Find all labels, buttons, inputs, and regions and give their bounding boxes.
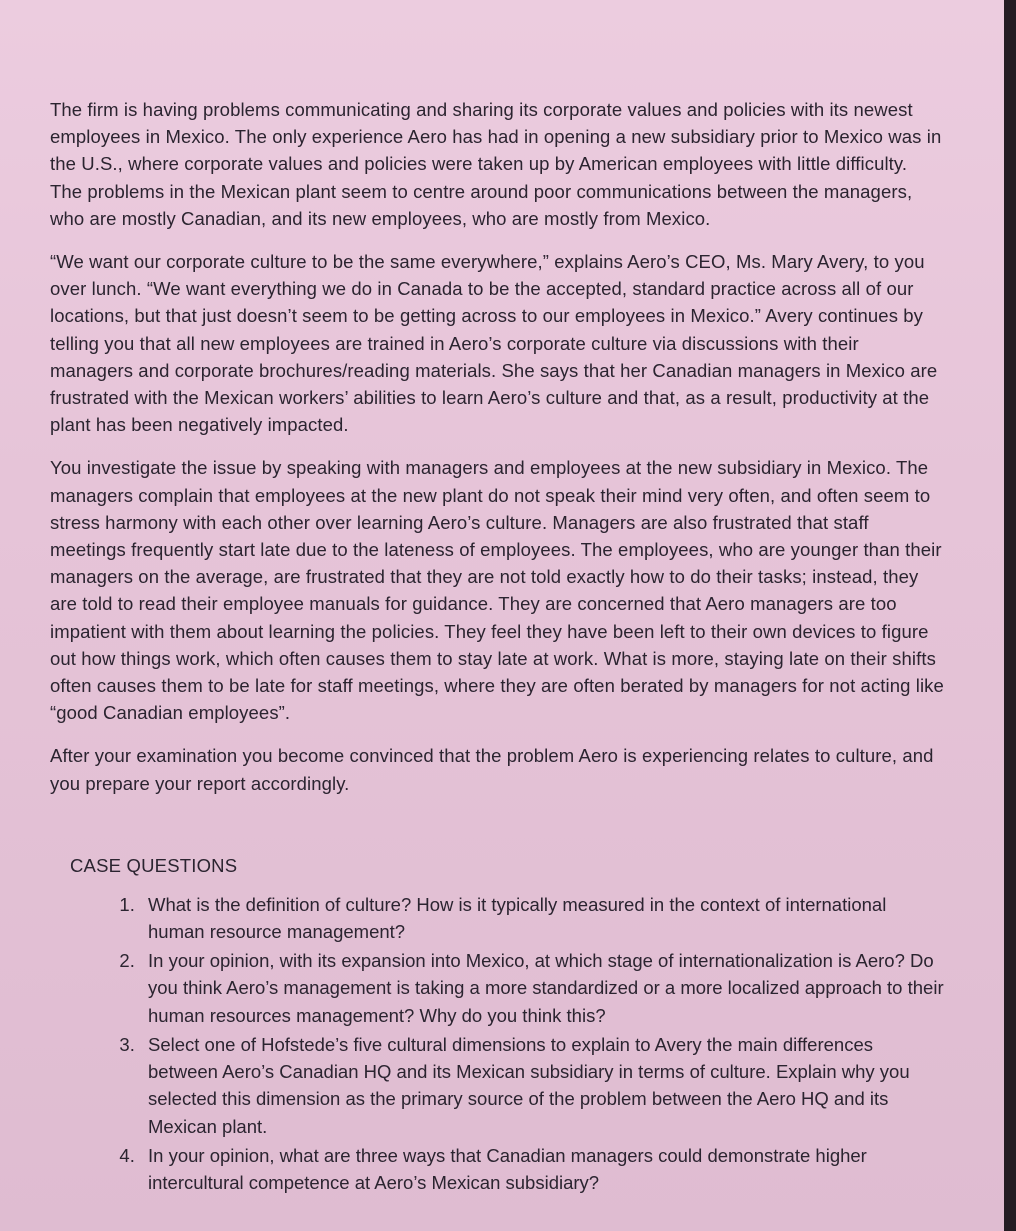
paragraph-intro: The firm is having problems communicating and sharing its corporate values and policies with its newest employees in Mexico. The only experience Aero has had in opening a new subsidiary prior to Mexico was in the U.S., where corporate values and policies were taken up by American employees with little difficulty. The problems in the Mexican plant seem to centre around poor communications between the managers, who are mostly Canadian, and its new employees, who are mostly from Mexico.	[50, 99, 942, 229]
case-question-2: 2. In your opinion, with its expansion into Mexico, at which stage of internationalization is Aero? Do you think Aero’s management is taking a more standardized or a more localized approach to their human resources management? Why do you think this?	[140, 947, 944, 1029]
case-question-4: 4. In your opinion, what are three ways that Canadian managers could demonstrate higher intercultural competence at Aero’s Mexican subsidiary?	[140, 1142, 944, 1196]
case-question-1: 1. What is the definition of culture? How is it typically measured in the context of international human resource management?	[140, 891, 944, 945]
case-questions-heading: CASE QUESTIONS	[70, 854, 238, 876]
paragraph-ceo-quote: “We want our corporate culture to be the same everywhere,” explains Aero’s CEO, Ms. Mary Avery, to you over lunch. “We want everything we do in Canada to be the accepted, standard practice across all of our locations, but that just doesn’t seem to be getting across to our employees in Mexico.” Avery continues by telling you that all new employees are trained in Aero’s corporate culture via discussions with their managers and corporate brochures/reading materials. She says that her Canadian managers in Mexico are frustrated with the Mexican workers’ abilities to learn Aero’s culture and that, as a result, productivity at the plant has been negatively impacted.	[50, 251, 938, 436]
paragraph-investigation: You investigate the issue by speaking with managers and employees at the new subsidiary in Mexico. The managers complain that employees at the new plant do not speak their mind very often, and often seem to stress harmony with each other over learning Aero’s culture. Managers are also frustrated that staff meetings frequently start late due to the lateness of employees. The employees, who are younger than their managers on the average, are frustrated that they are not told exactly how to do their tasks; instead, they are told to read their employee manuals for guidance. They are concerned that Aero managers are too impatient with them about learning the policies. They feel they have been left to their own devices to figure out how things work, which often causes them to stay late at work. What is more, staying late on their shifts often causes them to be late for staff meetings, where they are often berated by managers for not acting like “good Canadian employees”.	[50, 457, 944, 724]
page-edge-shadow	[1004, 0, 1016, 1231]
paragraph-conclusion: After your examination you become convinced that the problem Aero is experiencing relates to culture, and you prepare your report accordingly.	[50, 745, 934, 794]
case-question-3: 3. Select one of Hofstede’s five cultural dimensions to explain to Avery the main differences between Aero’s Canadian HQ and its Mexican subsidiary in terms of culture. Explain why you selected this dimension as the primary source of the problem between the Aero HQ and its Mexican plant.	[140, 1031, 944, 1140]
case-questions-list	[50, 891, 944, 1196]
